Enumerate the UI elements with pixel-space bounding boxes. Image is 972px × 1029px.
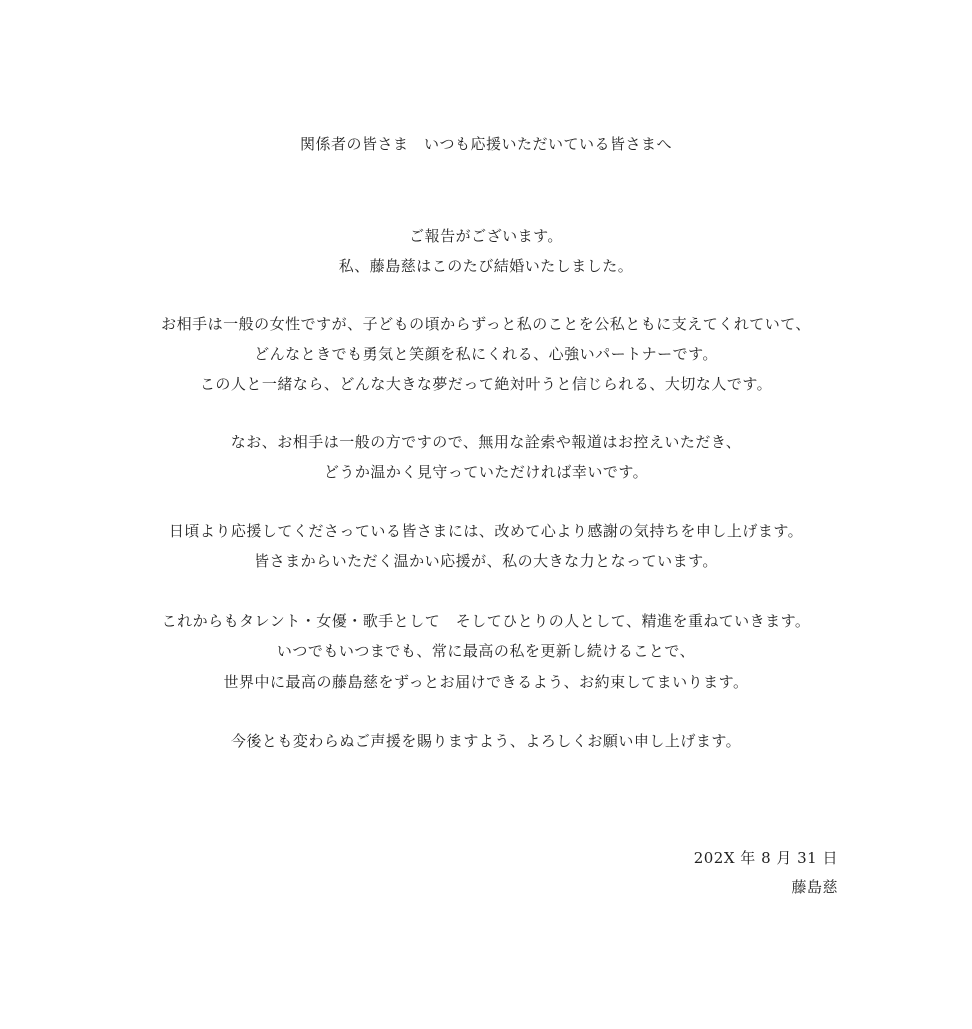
letter-line-2: 私、藤島慈はこのたび結婚いたしました。 (338, 257, 634, 275)
letter-date: 202X 年 8 月 31 日 (693, 849, 838, 867)
letter-line-3: お相手は一般の女性ですが、子どもの頃からずっと私のことを公私ともに支えてくれていて、 (161, 315, 811, 333)
letter-line-9: 皆さまからいただく温かい応援が、私の大きな力となっています。 (254, 552, 718, 570)
letter-line-8: 日頃より応援してくださっている皆さまには、改めて心より感謝の気持ちを申し上げます。 (168, 522, 804, 540)
letter-signature: 藤島慈 (791, 878, 838, 896)
letter-line-10: これからもタレント・女優・歌手として そしてひとりの人として、精進を重ねていきます。 (161, 612, 811, 630)
letter-line-7: どうか温かく見守っていただければ幸いです。 (323, 463, 649, 481)
letter-line-1: ご報告がございます。 (409, 227, 563, 245)
letter-line-11: いつでもいつまでも、常に最高の私を更新し続けることで、 (276, 642, 696, 660)
letter-line-12: 世界中に最高の藤島慈をずっとお届けできるよう、お約束してまいります。 (223, 673, 749, 691)
letter-line-6: なお、お相手は一般の方ですので、無用な詮索や報道はお控えいただき、 (230, 433, 742, 451)
letter-line-4: どんなときでも勇気と笑顔を私にくれる、心強いパートナーです。 (254, 345, 718, 363)
letter-line-13: 今後とも変わらぬご声援を賜りますよう、よろしくお願い申し上げます。 (230, 732, 742, 750)
salutation: 関係者の皆さま いつも応援いただいている皆さまへ (299, 135, 672, 153)
letter-line-5: この人と一緒なら、どんな大きな夢だって絶対叶うと信じられる、大切な人です。 (199, 375, 773, 393)
